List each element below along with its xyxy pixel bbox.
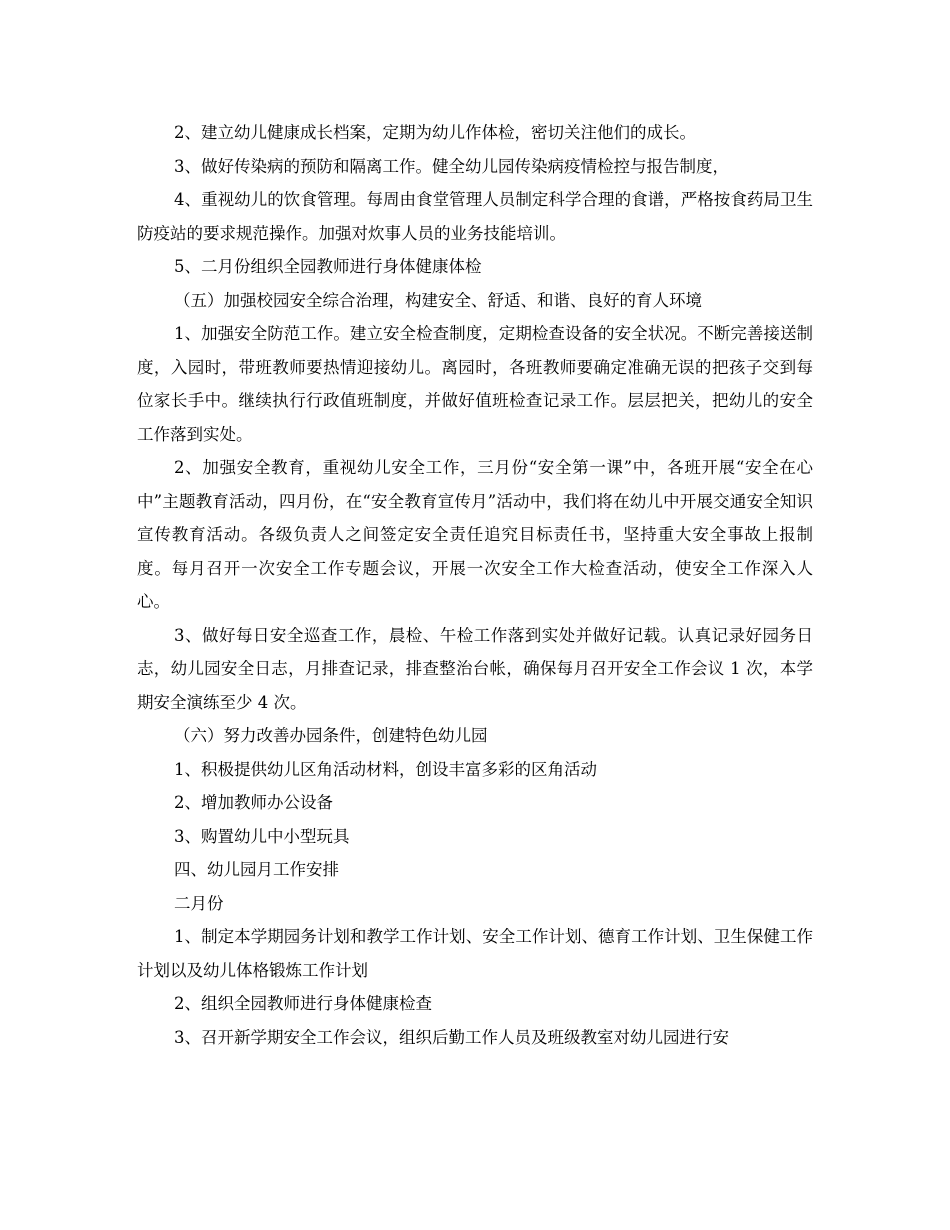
section-heading: 四、幼儿园月工作安排	[174, 860, 339, 879]
paragraph: 3、做好每日安全巡查工作，晨检、午检工作落到实处并做好记载。认真记录好园务日志，幼儿园安全日志，月排查记录，排查整治台帐，确保每月召开安全工作会议 1 次，本学期安全演练至少 4 次。	[137, 625, 813, 712]
paragraph: 2、建立幼儿健康成长档案，定期为幼儿作体检，密切关注他们的成长。	[174, 123, 696, 142]
paragraph: 3、召开新学期安全工作会议，组织后勤工作人员及班级教室对幼儿园进行安	[174, 1027, 729, 1047]
month-heading: 二月份	[174, 893, 224, 913]
paragraph: 1、制定本学期园务计划和教学工作计划、安全工作计划、德育工作计划、卫生保健工作计划以及幼儿体格锻炼工作计划	[137, 927, 813, 980]
paragraph: 5、二月份组织全园教师进行身体健康体检	[174, 257, 482, 276]
document-body	[137, 116, 813, 1054]
paragraph: 3、做好传染病的预防和隔离工作。健全幼儿园传染病疫情检控与报告制度，	[174, 156, 729, 176]
paragraph: 2、加强安全教育，重视幼儿安全工作，三月份“安全第一课”中，各班开展“安全在心中”主题教育活动，四月份，在“安全教育宣传月”活动中，我们将在幼儿中开展交通安全知识宣传教育活动。各级负责人之间签定安全责任追究目标责任书，坚持重大安全事故上报制度。每月召开一次安全工作专题会议，开展一次安全工作大检查活动，使安全工作深入人心。	[137, 458, 813, 611]
section-heading: （五）加强校园安全综合治理，构建安全、舒适、和谐、良好的育人环境	[174, 290, 702, 310]
section-heading: （六）努力改善办园条件，创建特色幼儿园	[174, 726, 488, 745]
paragraph: 2、组织全园教师进行身体健康检查	[174, 994, 432, 1013]
paragraph: 4、重视幼儿的饮食管理。每周由食堂管理人员制定科学合理的食谱，严格按食药局卫生防疫站的要求规范操作。加强对炊事人员的业务技能培训。	[137, 190, 813, 243]
paragraph: 1、加强安全防范工作。建立安全检查制度，定期检查设备的安全状况。不断完善接送制度，入园时，带班教师要热情迎接幼儿。离园时，各班教师要确定准确无误的把孩子交到每位家长手中。继续执行行政值班制度，并做好值班检查记录工作。层层把关，把幼儿的安全工作落到实处。	[137, 324, 813, 444]
paragraph: 2、增加教师办公设备	[174, 793, 333, 812]
paragraph: 1、积极提供幼儿区角活动材料，创设丰富多彩的区角活动	[174, 759, 597, 779]
paragraph: 3、购置幼儿中小型玩具	[174, 826, 350, 846]
